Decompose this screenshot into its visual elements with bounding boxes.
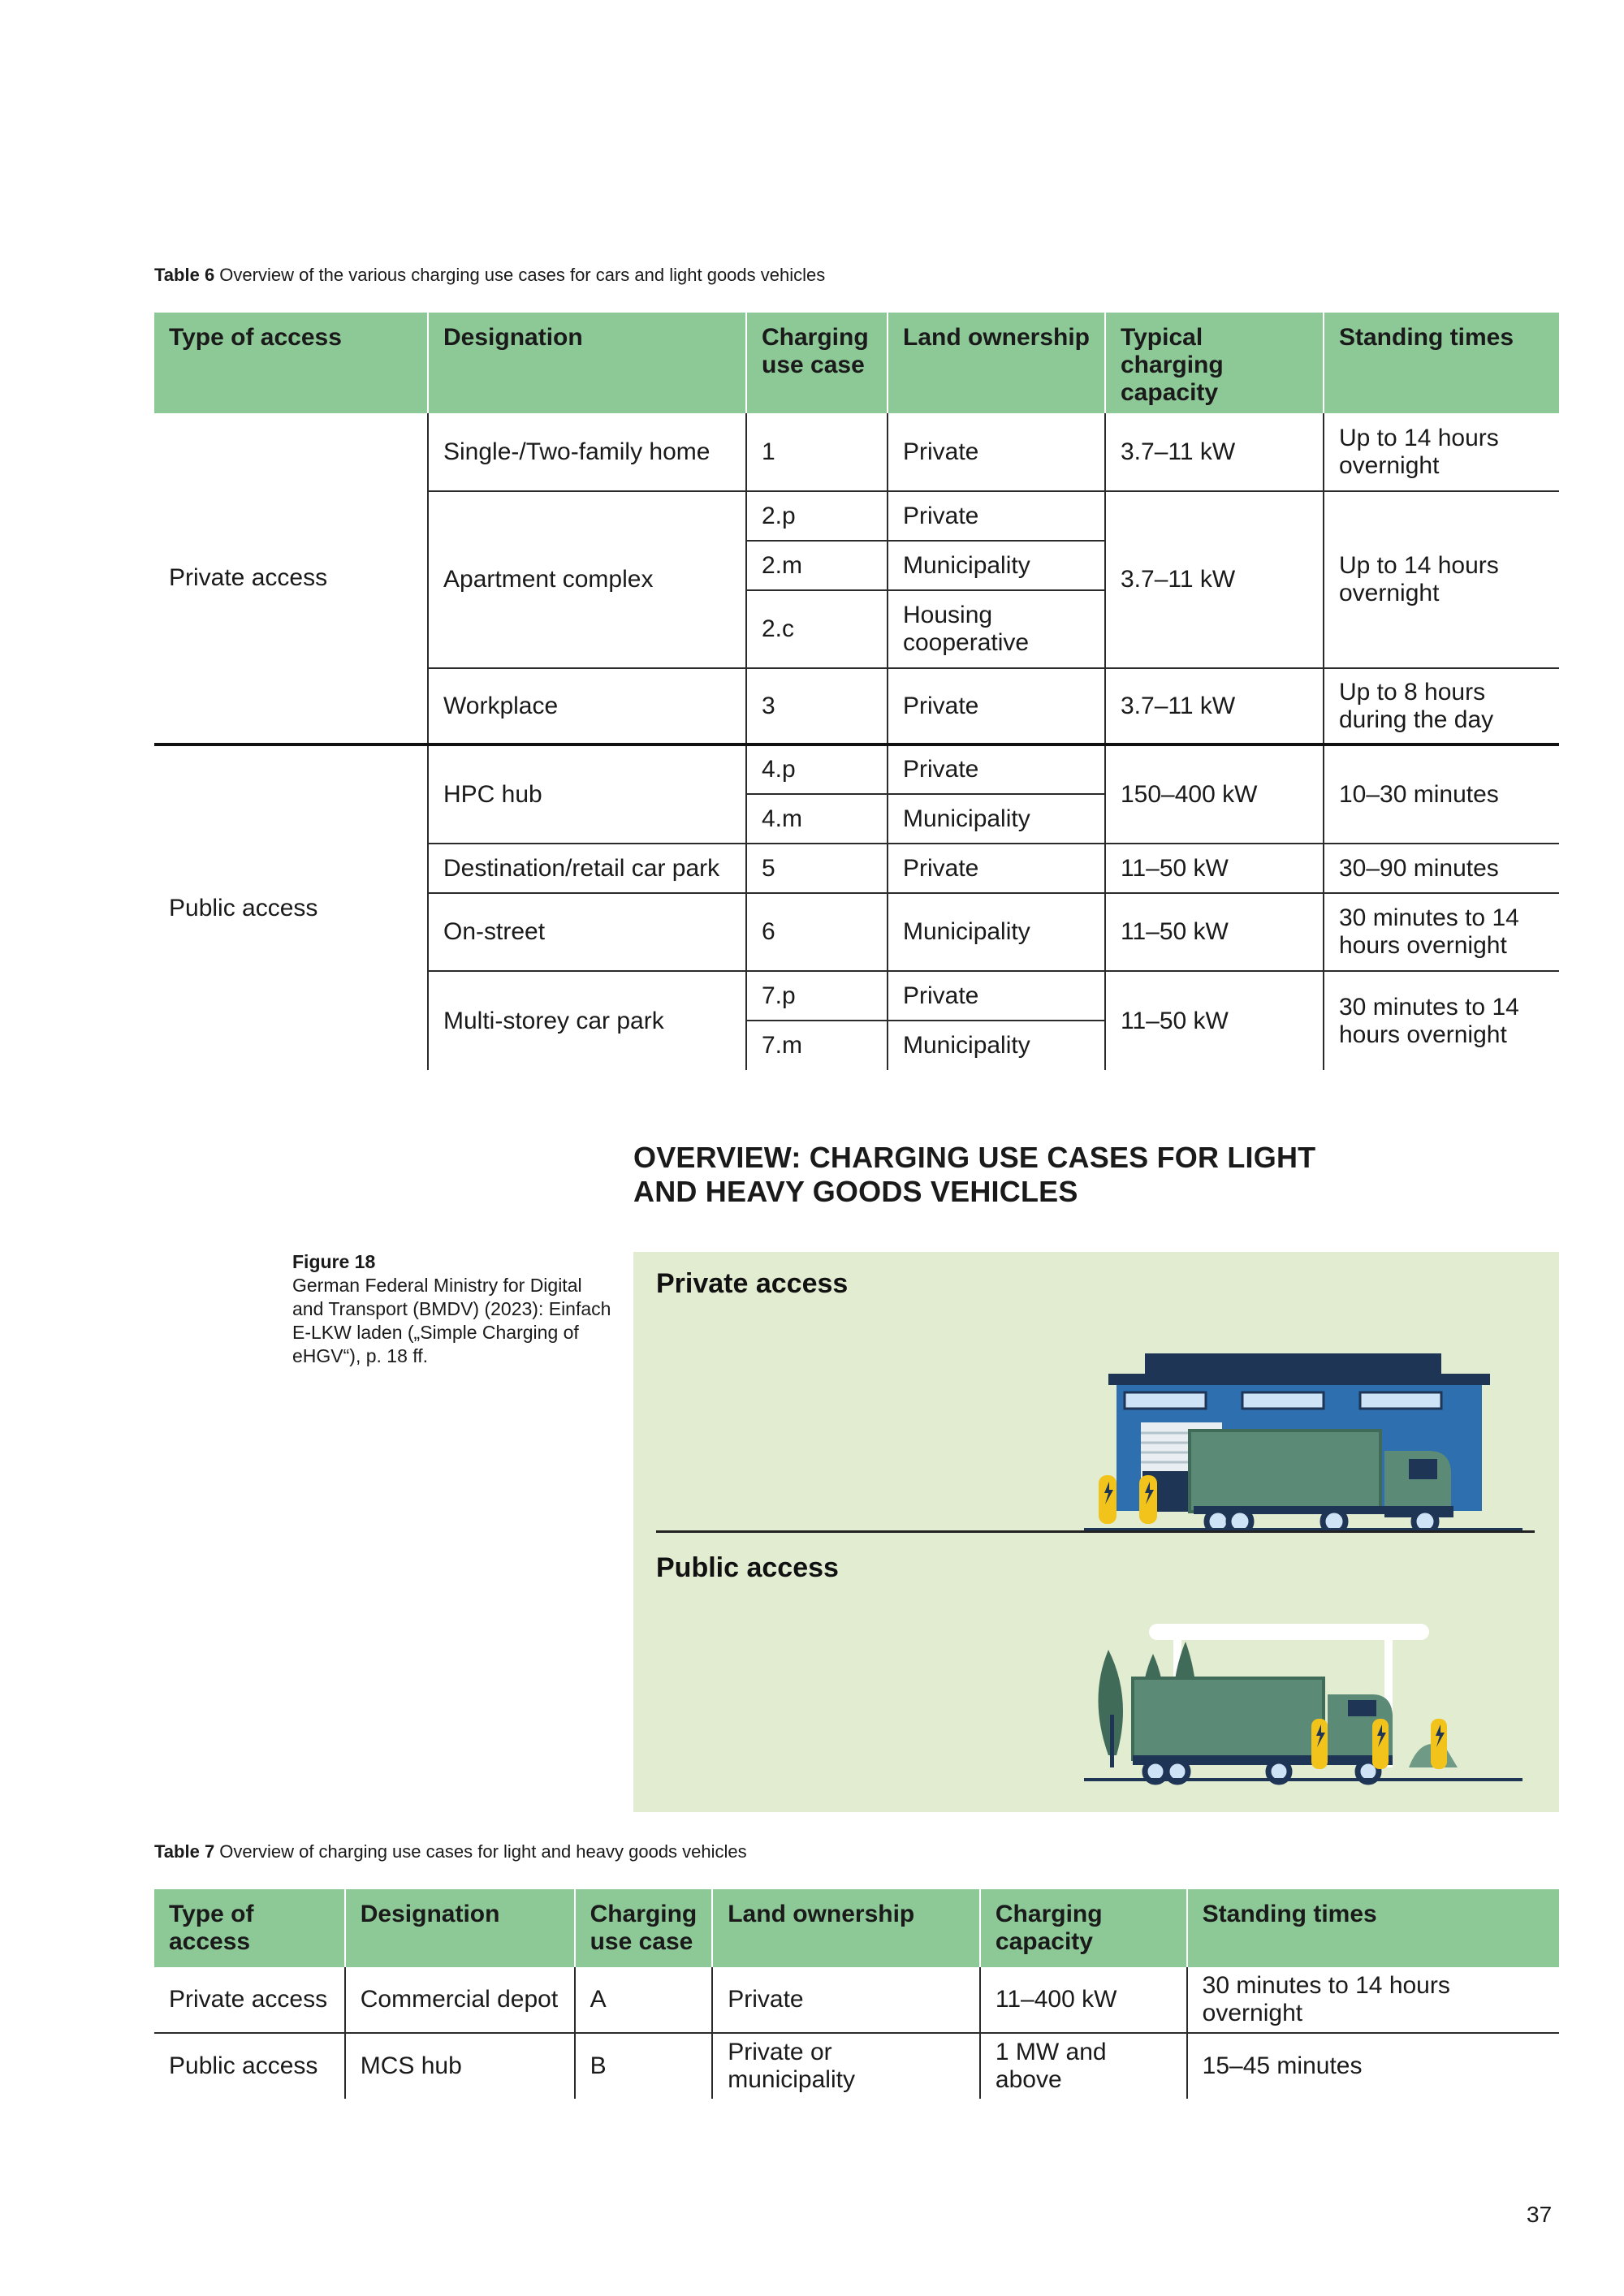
figure-title: OVERVIEW: CHARGING USE CASES FOR LIGHT AND HEAVY GOODS VEHICLES: [633, 1141, 1316, 1208]
capacity-cell: 11–400 kW: [980, 1967, 1187, 2033]
case-cell: 2.m: [746, 541, 888, 590]
land-cell: Private: [712, 1967, 980, 2033]
standing-cell: 30–90 minutes: [1324, 844, 1559, 893]
standing-cell: 15–45 minutes: [1187, 2033, 1559, 2099]
public-access-cell: Public access: [169, 894, 318, 921]
table7-header-designation: Designation: [345, 1889, 575, 1967]
designation-cell: Destination/retail car park: [428, 844, 746, 893]
designation-cell: Apartment complex: [428, 491, 746, 668]
standing-cell: 30 minutes to 14 hours overnight: [1324, 893, 1559, 971]
standing-cell: Up to 14 hours overnight: [1324, 413, 1559, 491]
table-row: [154, 413, 1559, 491]
capacity-cell: 11–50 kW: [1105, 893, 1324, 971]
designation-cell: Workplace: [428, 668, 746, 744]
figure-caption: [292, 1250, 617, 1368]
land-cell: Private or municipality: [712, 2033, 980, 2099]
land-cell: Municipality: [888, 794, 1105, 844]
table6-header-designation: Designation: [428, 313, 746, 413]
case-cell: B: [575, 2033, 713, 2099]
table6-caption: Table 6 Overview of the various charging use cases for cars and light goods vehicles: [154, 265, 826, 285]
table6-header-capacity: Typical charging capacity: [1105, 313, 1324, 413]
depot-illustration: [1003, 1313, 1522, 1532]
figure18-panel: [633, 1252, 1559, 1812]
case-cell: 4.p: [746, 744, 888, 794]
standing-cell: 30 minutes to 14 hours overnight: [1324, 971, 1559, 1070]
capacity-cell: 1 MW and above: [980, 2033, 1187, 2099]
table7-header-case: Charging use case: [575, 1889, 713, 1967]
table-row: [154, 744, 1559, 794]
private-access-cell: Private access: [154, 413, 428, 744]
access-cell: Public access: [169, 2052, 318, 2079]
table-row: [154, 1967, 1559, 2033]
table6-header-standing: Standing times: [1324, 313, 1559, 413]
page-number: 37: [1527, 2202, 1553, 2227]
designation-cell: HPC hub: [428, 744, 746, 844]
figure-caption-label: Figure 18: [292, 1251, 376, 1272]
access-cell: Private access: [154, 1967, 345, 2033]
standing-cell: Up to 14 hours overnight: [1324, 491, 1559, 668]
land-cell: Private: [888, 668, 1105, 744]
case-cell: 6: [746, 893, 888, 971]
land-cell: Municipality: [888, 893, 1105, 971]
table6-header-case: Charging use case: [746, 313, 888, 413]
capacity-cell: 11–50 kW: [1105, 844, 1324, 893]
figure-caption-text: German Federal Ministry for Digital and Transport (BMDV) (2023): Einfach E-LKW laden („Simple Charging of eHGV“), p. 18 ff.: [292, 1275, 611, 1366]
figure-public-label: Public access: [656, 1552, 839, 1583]
designation-cell: On-street: [428, 893, 746, 971]
land-cell: Private: [888, 844, 1105, 893]
designation-cell: Single-/Two-family home: [428, 413, 746, 491]
capacity-cell: 3.7–11 kW: [1105, 413, 1324, 491]
table7-header-capacity: Charging capacity: [980, 1889, 1187, 1967]
case-cell: 3: [746, 668, 888, 744]
table7-header-land: Land ownership: [712, 1889, 980, 1967]
case-cell: 2.p: [746, 491, 888, 541]
capacity-cell: 3.7–11 kW: [1105, 668, 1324, 744]
case-cell: 4.m: [746, 794, 888, 844]
figure-private-label: Private access: [656, 1268, 849, 1299]
case-cell: A: [575, 1967, 713, 2033]
table6: [154, 313, 1559, 1070]
capacity-cell: 11–50 kW: [1105, 971, 1324, 1070]
land-cell: Private: [888, 744, 1105, 794]
case-cell: 1: [746, 413, 888, 491]
table6-header-land: Land ownership: [888, 313, 1105, 413]
table7-caption: Table 7 Overview of charging use cases for light and heavy goods vehicles: [154, 1841, 747, 1862]
standing-cell: 10–30 minutes: [1324, 744, 1559, 844]
land-cell: Private: [888, 491, 1105, 541]
mcs-hub-illustration: [1003, 1593, 1522, 1796]
table-row: [154, 2033, 1559, 2099]
figure-divider: [656, 1530, 1535, 1533]
capacity-cell: 150–400 kW: [1105, 744, 1324, 844]
case-cell: 5: [746, 844, 888, 893]
land-cell: Municipality: [888, 541, 1105, 590]
land-cell: Housing cooperative: [888, 590, 1105, 668]
designation-cell: MCS hub: [345, 2033, 575, 2099]
case-cell: 7.m: [746, 1021, 888, 1070]
land-cell: Municipality: [888, 1021, 1105, 1070]
case-cell: 7.p: [746, 971, 888, 1021]
designation-cell: Commercial depot: [345, 1967, 575, 2033]
table7-header-access: Type of access: [154, 1889, 345, 1967]
standing-cell: 30 minutes to 14 hours overnight: [1187, 1967, 1559, 2033]
land-cell: Private: [888, 971, 1105, 1021]
land-cell: Private: [888, 413, 1105, 491]
table7-header-row: [154, 1889, 1559, 1967]
table6-header-row: [154, 313, 1559, 413]
designation-cell: Multi-storey car park: [428, 971, 746, 1070]
table7: [154, 1889, 1559, 2099]
table6-header-access: Type of access: [154, 313, 428, 413]
standing-cell: Up to 8 hours during the day: [1324, 668, 1559, 744]
case-cell: 2.c: [746, 590, 888, 668]
capacity-cell: 3.7–11 kW: [1105, 491, 1324, 668]
table7-header-standing: Standing times: [1187, 1889, 1559, 1967]
